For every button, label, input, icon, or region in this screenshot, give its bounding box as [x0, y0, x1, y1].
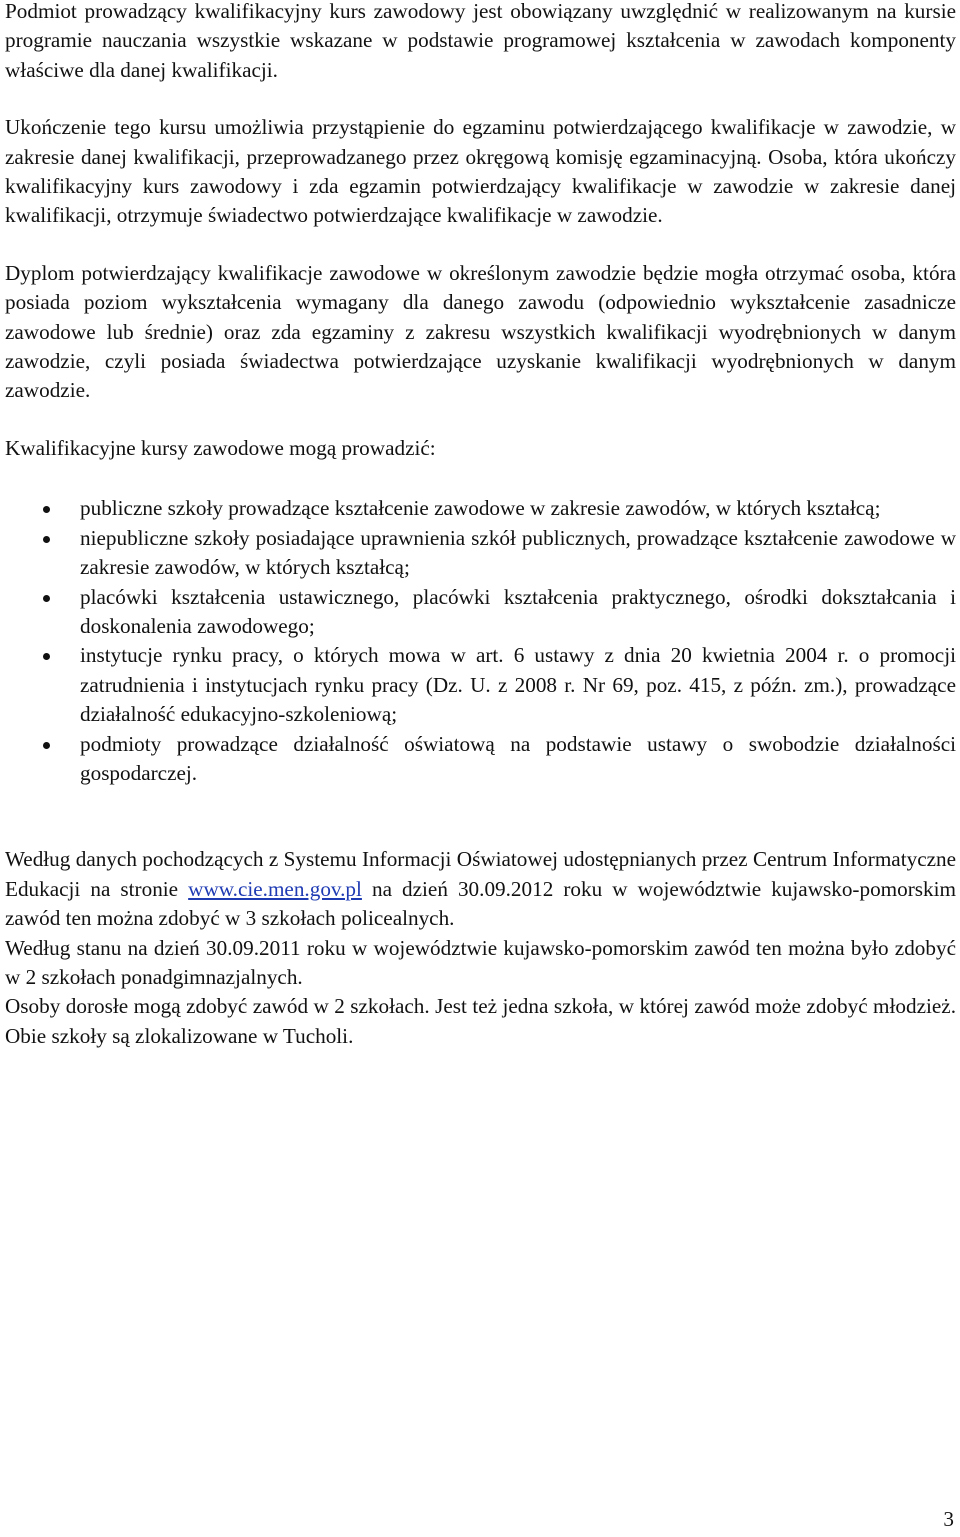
paragraph-statistics-2012: [5, 845, 956, 933]
cie-website-link[interactable]: www.cie.men.gov.pl: [188, 876, 362, 901]
list-item-text: podmioty prowadzące działalność oświatową na podstawie ustawy o swobodzie działalności gospodarczej.: [80, 731, 956, 785]
statistics-text-before-link: Według danych pochodzących z Systemu Informacji Oświatowej udostępnianych przez Centrum Informatyczne Edukacji na stronie: [5, 847, 956, 901]
statistics-text-after-link: na dzień 30.09.2012 roku w województwie kujawsko-pomorskim zawód ten można zdobyć w 3 szkołach policealnych.: [5, 876, 957, 931]
bullet-icon: [43, 653, 50, 660]
bullet-icon: [43, 742, 50, 749]
document-page: [5, 0, 956, 1051]
page-number: 3: [943, 1507, 954, 1531]
providers-list: [5, 494, 956, 788]
list-item: [5, 583, 956, 642]
list-item: [5, 524, 956, 583]
paragraph-diploma: Dyplom potwierdzający kwalifikacje zawodowe w określonym zawodzie będzie mogła otrzymać osoba, która posiada poziom wykształcenia wymagany dla danego zawodu (odpowiednio wykształcenie zasadnicze zawodowe lub średnie) oraz zda egzaminy z zakresu wszystkich kwalifikacji wyodrębnionych w danym zawodzie, czyli posiada świadectwa potwierdzające uzyskanie kwalifikacji wyodrębnionych w danym zawodzie.: [5, 260, 956, 403]
paragraph-exam: Ukończenie tego kursu umożliwia przystąpienie do egzaminu potwierdzającego kwalifikacje w zawodzie, w zakresie danej kwalifikacji, przeprowadzanego przez okręgową komisję egzaminacyjną. Osoba, która ukończy kwalifikacyjny kurs zawodowy i zda egzamin potwierdzający kwalifikacje w zawodzie w zakresie danej kwalifikacji, otrzymuje świadectwo potwierdzające kwalifikacje w zawodzie.: [5, 115, 956, 228]
list-item-text: publiczne szkoły prowadzące kształcenie zawodowe w zakresie zawodów, w których kształcą;: [80, 496, 881, 521]
list-item-text: niepubliczne szkoły posiadające uprawnienia szkół publicznych, prowadzące kształcenie zawodowe w zakresie zawodów, w których kształcą;: [80, 525, 956, 580]
list-item: [5, 730, 956, 789]
list-item-text: instytucje rynku pracy, o których mowa w art. 6 ustawy z dnia 20 kwietnia 2004 r. o promocji zatrudnienia i instytucjach rynku pracy (Dz. U. z 2008 r. Nr 69, poz. 415, z późn. zm.), prowadzące działalność edukacyjno-szkoleniową;: [80, 643, 956, 727]
paragraph-adults: Osoby dorosłe mogą zdobyć zawód w 2 szkołach. Jest też jedna szkoła, w której zawód może zdobyć młodzież. Obie szkoły są zlokalizowane w Tucholi.: [5, 994, 956, 1048]
bullet-icon: [43, 536, 50, 543]
list-item: [5, 641, 956, 729]
paragraph-intro: Podmiot prowadzący kwalifikacyjny kurs zawodowy jest obowiązany uwzględnić w realizowanym na kursie programie nauczania wszystkie wskazane w podstawie programowej kształcenia w zawodach komponenty właściwe dla danej kwalifikacji.: [5, 0, 956, 82]
list-item: [5, 494, 956, 523]
bullet-icon: [43, 506, 50, 513]
bullet-icon: [43, 595, 50, 602]
paragraph-statistics-2011: Według stanu na dzień 30.09.2011 roku w województwie kujawsko-pomorskim zawód ten można było zdobyć w 2 szkołach ponadgimnazjalnych.: [5, 935, 956, 989]
paragraph-providers-intro: Kwalifikacyjne kursy zawodowe mogą prowadzić:: [5, 435, 436, 460]
list-item-text: placówki kształcenia ustawicznego, placówki kształcenia praktycznego, ośrodki dokształcania i doskonalenia zawodowego;: [80, 584, 956, 638]
